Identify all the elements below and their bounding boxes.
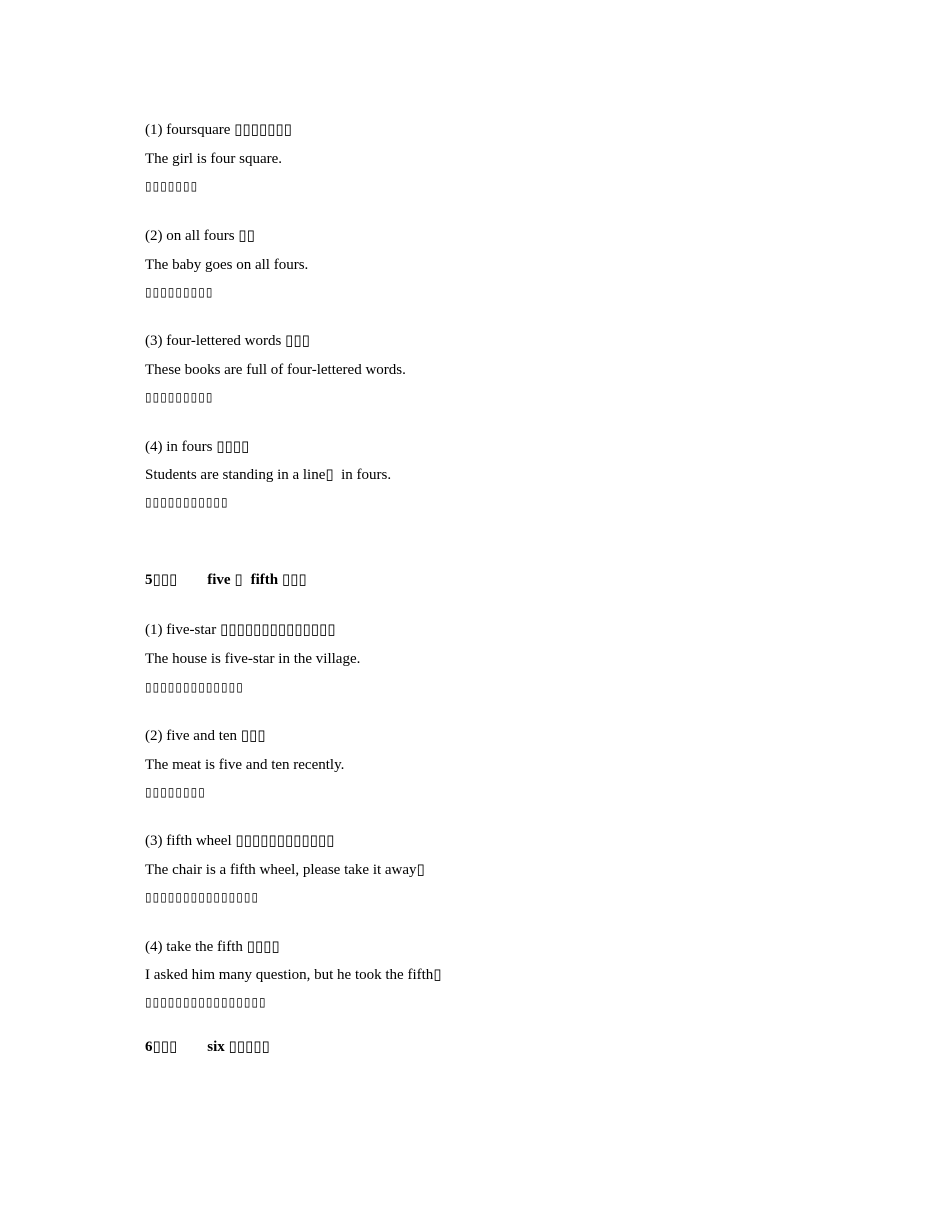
heading-number: 5▯▯▯ [145,572,178,588]
translation-five-and-ten: ▯▯▯▯▯▯▯▯ [145,785,206,799]
example-take-the-fifth: I asked him many question, but he took the fifth▯ [145,967,442,983]
heading-word-five: five ▯ [207,572,243,588]
example-five-and-ten: The meat is five and ten recently. [145,757,345,773]
phrase-four-lettered-words: (3) four-lettered words ▯▯▯ [145,333,310,349]
section-heading-six [145,1037,270,1057]
heading-number: 6▯▯▯ [145,1039,178,1055]
example-four-lettered-words: These books are full of four-lettered words. [145,362,406,378]
phrase-on-all-fours: (2) on all fours ▯▯ [145,228,255,244]
example-foursquare: The girl is four square. [145,151,283,167]
translation-take-the-fifth: ▯▯▯▯▯▯▯▯▯▯▯▯▯▯▯▯ [145,995,267,1009]
example-on-all-fours: The baby goes on all fours. [145,257,309,273]
phrase-five-star: (1) five-star ▯▯▯▯▯▯▯▯▯▯▯▯▯▯ [145,622,336,638]
heading-word-fifth: fifth ▯▯▯ [250,572,307,588]
phrase-take-the-fifth: (4) take the fifth ▯▯▯▯ [145,939,280,955]
translation-five-star: ▯▯▯▯▯▯▯▯▯▯▯▯▯ [145,680,244,694]
translation-in-fours: ▯▯▯▯▯▯▯▯▯▯▯ [145,495,229,509]
phrase-five-and-ten: (2) five and ten ▯▯▯ [145,728,266,744]
example-in-fours: Students are standing in a line▯ in fours. [145,467,392,483]
example-fifth-wheel: The chair is a fifth wheel, please take it away▯ [145,862,425,878]
translation-on-all-fours: ▯▯▯▯▯▯▯▯▯ [145,285,214,299]
phrase-fifth-wheel: (3) fifth wheel ▯▯▯▯▯▯▯▯▯▯▯▯ [145,833,335,849]
section-heading-five [145,570,307,590]
translation-fifth-wheel: ▯▯▯▯▯▯▯▯▯▯▯▯▯▯▯ [145,890,260,904]
phrase-in-fours: (4) in fours ▯▯▯▯ [145,439,250,455]
translation-foursquare: ▯▯▯▯▯▯▯ [145,179,199,193]
heading-word-six: six ▯▯▯▯▯ [207,1039,270,1055]
example-five-star: The house is five-star in the village. [145,651,361,667]
translation-four-lettered-words: ▯▯▯▯▯▯▯▯▯ [145,390,214,404]
phrase-foursquare: (1) foursquare ▯▯▯▯▯▯▯ [145,122,292,138]
